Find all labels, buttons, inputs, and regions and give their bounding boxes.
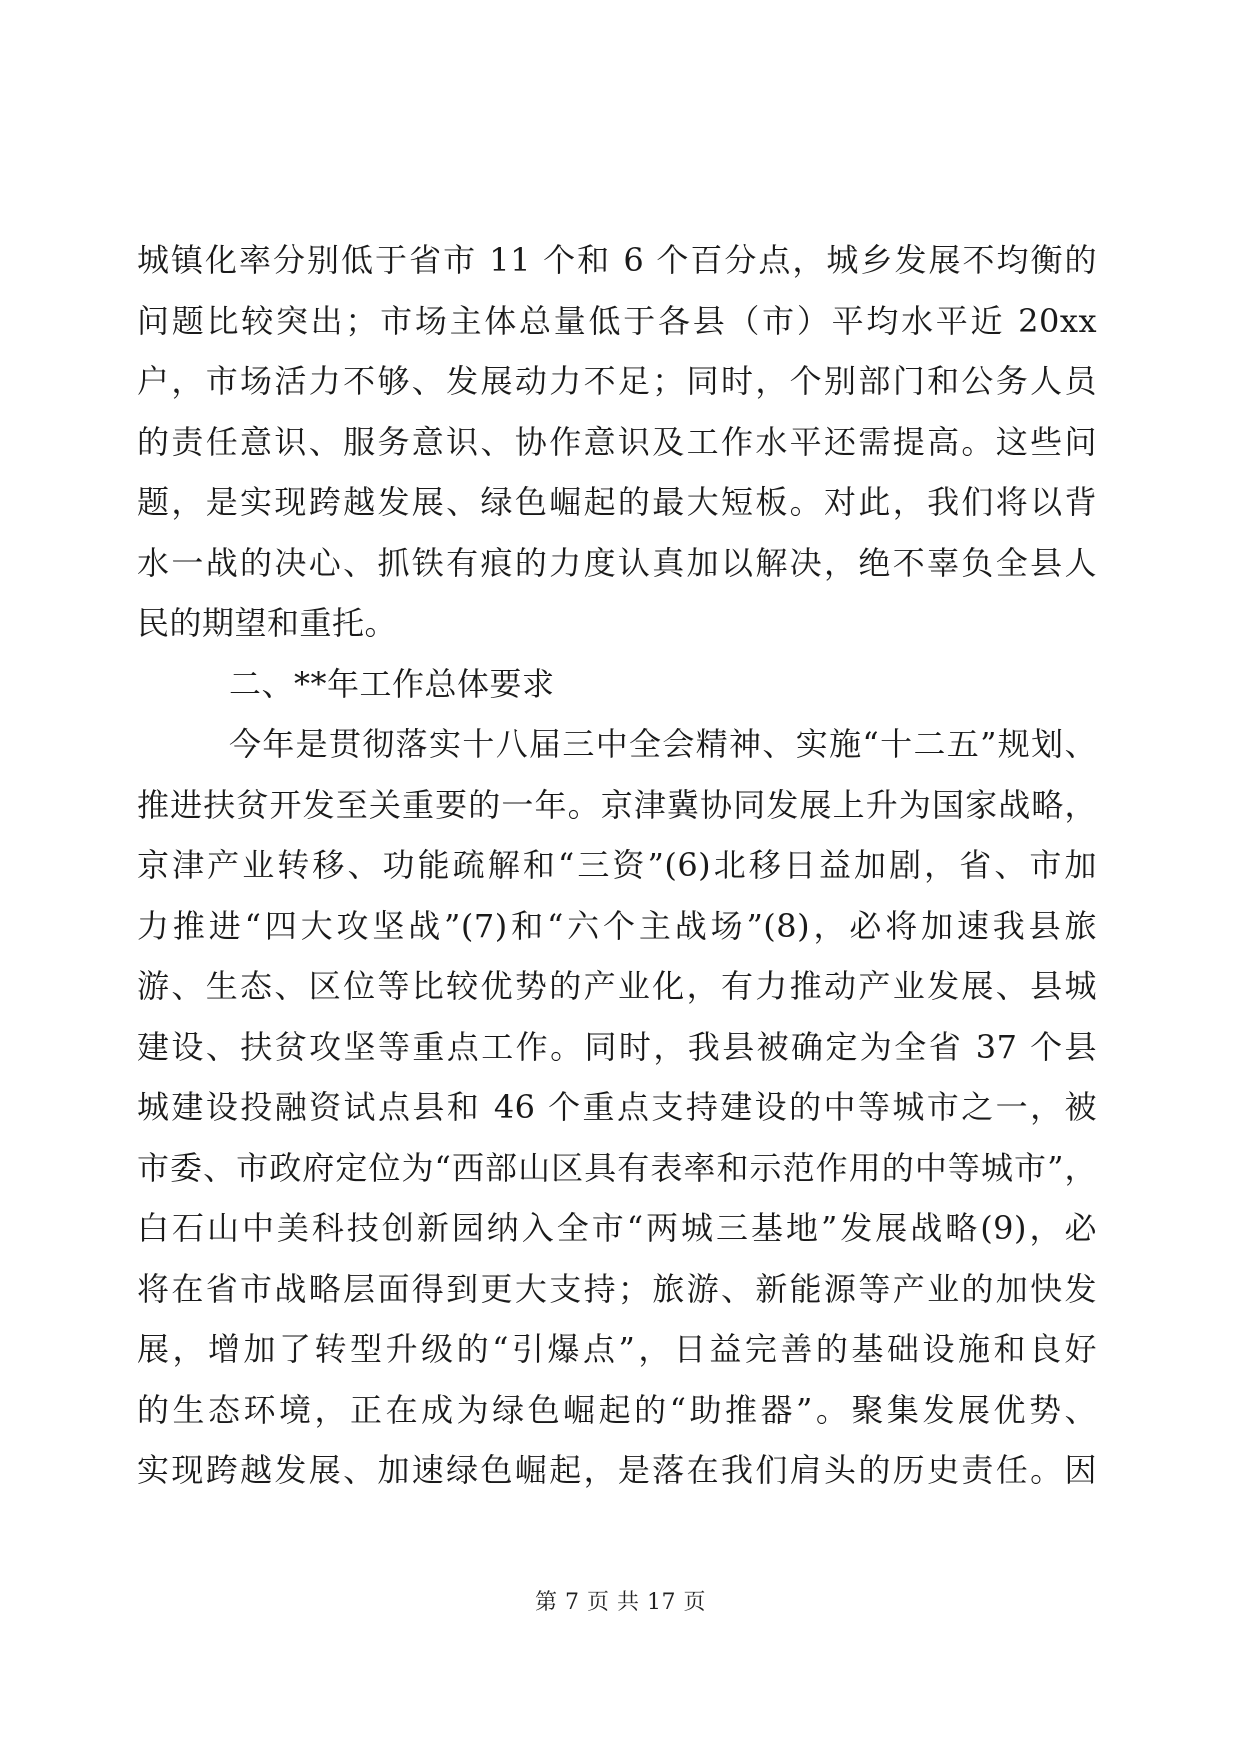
text-line: 水一战的决心、抓铁有痕的力度认真加以解决，绝不辜负全县人	[137, 543, 1097, 582]
text-line: 建设、扶贫攻坚等重点工作。同时，我县被确定为全省 37 个县	[137, 1027, 1097, 1066]
text-line: 实现跨越发展、加速绿色崛起，是落在我们肩头的历史责任。因	[137, 1451, 1097, 1489]
text-line: 京津产业转移、功能疏解和“三资”(6)北移日益加剧，省、市加	[137, 846, 1097, 884]
text-line: 城建设投融资试点县和 46 个重点支持建设的中等城市之一，被	[137, 1088, 1097, 1126]
text-line: 的责任意识、服务意识、协作意识及工作水平还需提高。这些问	[137, 422, 1097, 461]
page-number: 第 7 页 共 17 页	[535, 1590, 706, 1615]
text-line: 力推进“四大攻坚战”(7)和“六个主战场”(8)，必将加速我县旅	[137, 906, 1097, 945]
text-line: 问题比较突出；市场主体总量低于各县（市）平均水平近 20xx	[137, 301, 1097, 340]
text-line: 游、生态、区位等比较优势的产业化，有力推动产业发展、县城	[137, 967, 1097, 1005]
text-line: 市委、市政府定位为“西部山区具有表率和示范作用的中等城市”，	[137, 1148, 1097, 1187]
text-line: 户，市场活力不够、发展动力不足；同时，个别部门和公务人员	[137, 362, 1097, 400]
text-line: 题，是实现跨越发展、绿色崛起的最大短板。对此，我们将以背	[137, 483, 1097, 521]
text-line: 城镇化率分别低于省市 11 个和 6 个百分点，城乡发展不均衡的	[137, 241, 1097, 279]
text-line: 的生态环境，正在成为绿色崛起的“助推器”。聚集发展优势、	[137, 1390, 1097, 1429]
text-line: 民的期望和重托。	[137, 604, 398, 642]
text-line: 将在省市战略层面得到更大支持；旅游、新能源等产业的加快发	[137, 1269, 1097, 1308]
text-line: 推进扶贫开发至关重要的一年。京津冀协同发展上升为国家战略，	[137, 785, 1097, 824]
document-body	[137, 230, 1097, 1501]
text-line: 今年是贯彻落实十八届三中全会精神、实施“十二五”规划、	[229, 725, 1097, 763]
section-heading: 二、**年工作总体要求	[229, 664, 555, 703]
text-line: 展，增加了转型升级的“引爆点”，日益完善的基础设施和良好	[137, 1330, 1097, 1368]
text-line: 白石山中美科技创新园纳入全市“两城三基地”发展战略(9)，必	[137, 1209, 1097, 1247]
